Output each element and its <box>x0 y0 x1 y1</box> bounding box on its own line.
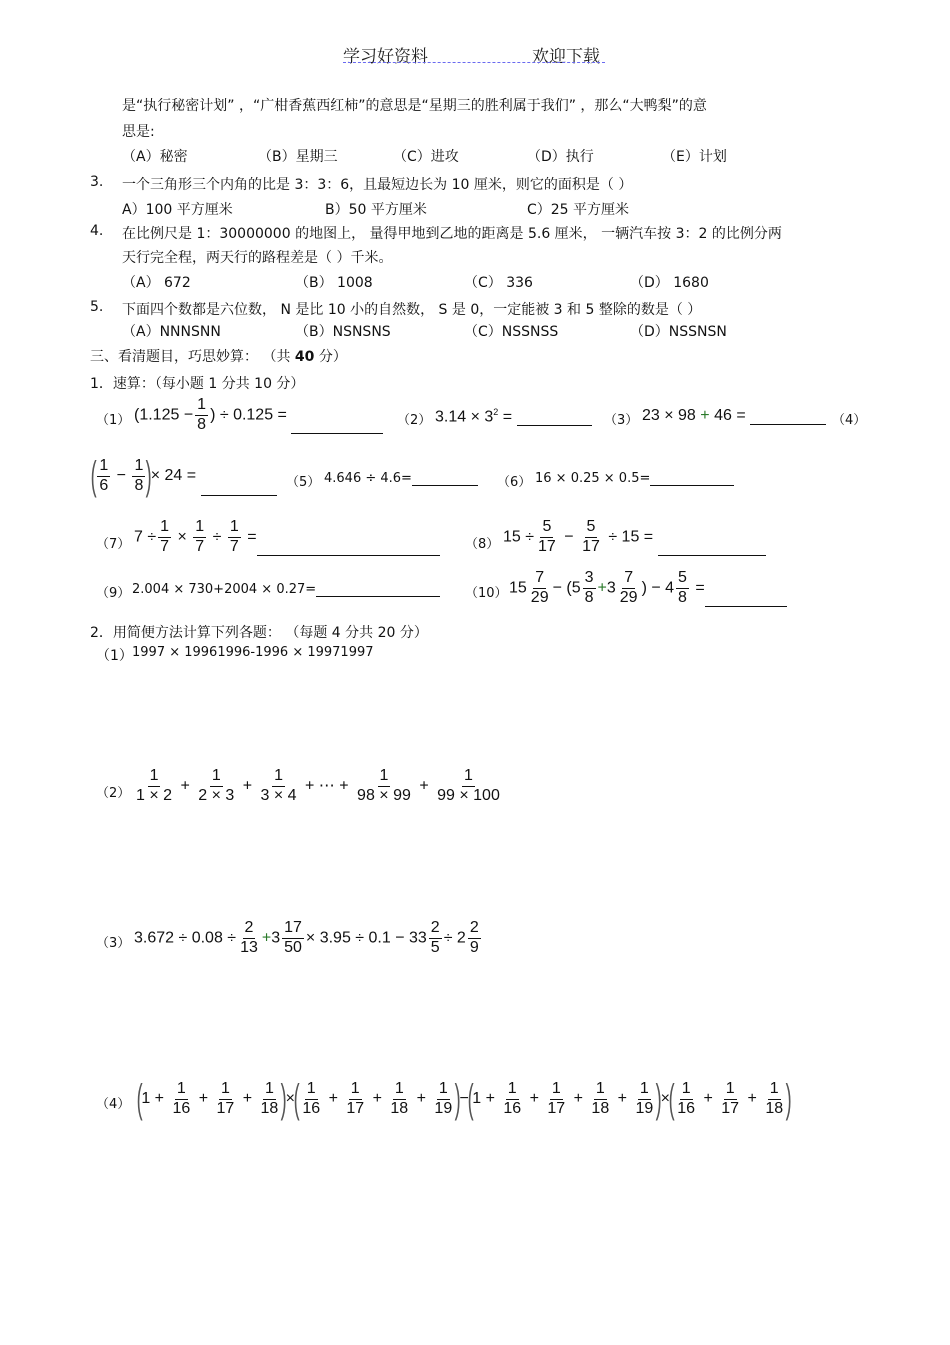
q3-number: 3. <box>90 174 104 190</box>
fraction: $\frac{1}{2 \times 3}$ <box>198 767 235 804</box>
fraction: $\frac{1}{17}$ <box>216 1079 235 1117</box>
q4-line2: 天行完全程，两天行的路程差是（ ）千米。 <box>122 250 393 266</box>
answer-blank[interactable] <box>750 410 826 425</box>
part2-title: 2．用简便方法计算下列各题： （每题 4 分共 20 分） <box>90 625 428 641</box>
problem-3-label: （3） <box>96 936 131 951</box>
problem-3-expression: 3.672 ÷ 0.08 ÷ $\frac{2}{13}$ +3 $\frac{17}{50}$ × 3.95 ÷ 0.1 − 33 $\frac{2}{5}$ ÷ 2 $\frac{2}{9}$ <box>134 919 479 956</box>
q4-option-b: （B） 1008 <box>295 275 373 291</box>
item-1-label: （1） <box>96 413 131 428</box>
fraction: $\frac{1}{7}$ <box>229 518 239 555</box>
item-9-expression: 2.004 × 730+2004 × 0.27= <box>132 582 440 597</box>
q2-option-a: （A）秘密 <box>122 149 188 165</box>
section3-points: 40 <box>294 349 315 365</box>
item-7-label: （7） <box>96 537 131 552</box>
answer-blank[interactable] <box>257 541 440 556</box>
q2-option-e: （E）计划 <box>662 149 727 165</box>
q3-text: 一个三角形三个内角的比是 3：3：6，且最短边长为 10 厘米，则它的面积是（ ） <box>122 177 633 193</box>
fraction: $\frac{1}{1 \times 2}$ <box>136 767 173 804</box>
answer-blank[interactable] <box>412 471 478 486</box>
item-4-label: （4） <box>832 413 867 428</box>
q5-text: 下面四个数都是六位数， N 是比 10 小的自然数， S 是 0，一定能被 3 和 5 整除的数是（ ） <box>122 302 702 318</box>
q3-option-c: C）25 平方厘米 <box>527 202 630 218</box>
fraction: $\frac{5}{17}$ <box>582 518 600 555</box>
fraction: $\frac{2}{5}$ <box>430 919 440 956</box>
answer-blank[interactable] <box>658 541 766 556</box>
fraction: $\frac{1}{16}$ <box>503 1079 522 1117</box>
fraction: $\frac{17}{50}$ <box>284 919 302 956</box>
item-6-expression: 16 × 0.25 × 0.5= <box>535 471 734 486</box>
fraction: $\frac{7}{29}$ <box>619 569 638 606</box>
q3-option-a: A）100 平方厘米 <box>122 202 233 218</box>
fraction: $\frac{1}{7}$ <box>160 518 170 555</box>
q5-number: 5. <box>90 299 104 315</box>
fraction: $\frac{1}{7}$ <box>195 518 205 555</box>
fraction: $\frac{1}{17}$ <box>346 1079 365 1117</box>
item-2-expression: $3.14 \times 3^2$ = <box>435 407 592 426</box>
answer-blank[interactable] <box>650 471 734 486</box>
fraction: $\frac{1}{98 \times 99}$ <box>357 767 411 804</box>
problem-2-expression: $\frac{1}{1 \times 2}$ + $\frac{1}{2 \times 3}$ + $\frac{1}{3 \times 4}$ + ⋯ + $\frac{1}{98 \times 99}$ + $\frac{1}{99 \times 100}$ <box>136 767 500 804</box>
fraction: $\frac{1}{16}$ <box>302 1079 321 1117</box>
fraction: $\frac{5}{8}$ <box>678 569 687 606</box>
item-8-label: （8） <box>465 537 500 552</box>
fraction: $\frac{1}{19}$ <box>635 1079 654 1117</box>
fraction: $\frac{1}{16}$ <box>172 1079 191 1117</box>
problem-1-expression: 1997 × 19961996-1996 × 19971997 <box>132 645 374 660</box>
fraction: $\frac{1}{18}$ <box>591 1079 610 1117</box>
fraction: $\frac{1}{18}$ <box>390 1079 409 1117</box>
header-rule <box>343 62 605 63</box>
q4-line1: 在比例尺是 1：30000000 的地图上， 量得甲地到乙地的距离是 5.6 厘米， 一辆汽车按 3：2 的比例分两 <box>122 226 782 242</box>
fraction: $\frac{1}{18}$ <box>260 1079 279 1117</box>
fraction: $\frac{3}{8}$ <box>584 569 594 606</box>
q4-number: 4. <box>90 223 104 239</box>
fraction: $\frac{1}{8}$ <box>134 456 144 494</box>
item-6-label: （6） <box>497 475 532 490</box>
q5-option-a: （A）NNNSNN <box>122 324 221 340</box>
fraction: $\frac{5}{17}$ <box>538 518 556 555</box>
fraction: $\frac{1}{8}$ <box>197 396 207 433</box>
section3-title: 三、看清题目，巧思妙算： （共 40 分） <box>90 349 347 365</box>
item-1-expression: (1.125 − $\frac{1}{8}$ ) ÷ 0.125 = <box>134 397 383 434</box>
fraction: $\frac{2}{9}$ <box>469 919 479 956</box>
fraction: $\frac{1}{18}$ <box>765 1079 784 1117</box>
answer-blank[interactable] <box>291 419 383 434</box>
fraction: $\frac{1}{6}$ <box>99 456 109 494</box>
q3-option-b: B）50 平方厘米 <box>325 202 427 218</box>
problem-4-label: （4） <box>96 1097 131 1112</box>
item-7-expression: 7 ÷ $\frac{1}{7}$ × $\frac{1}{7}$ ÷ $\frac{1}{7}$ = <box>134 519 440 556</box>
answer-blank[interactable] <box>316 582 440 597</box>
q2-line2: 思是: <box>122 124 155 140</box>
fraction: $\frac{1}{17}$ <box>721 1079 740 1117</box>
answer-blank[interactable] <box>201 481 277 496</box>
item-9-label: （9） <box>96 586 131 601</box>
item-3-expression: 23 × 98 + 46 = <box>642 407 826 425</box>
q5-option-d: （D）NSSNSN <box>630 324 727 340</box>
q2-line1: 是“执行秘密计划” ，“广柑香蕉西红柿”的意思是“星期三的胜利属于我们” ，那么“大鸭梨”的意 <box>122 98 707 114</box>
header-right: 欢迎下载 <box>532 47 600 67</box>
q2-option-b: （B）星期三 <box>258 149 338 165</box>
answer-blank[interactable] <box>517 411 592 426</box>
item-5-label: （5） <box>286 475 321 490</box>
item-4-expression: ( $\frac{1}{6}$ − $\frac{1}{8}$ )× 24 = <box>92 456 277 496</box>
problem-1-label: （1） <box>96 648 133 664</box>
q2-option-d: （D）执行 <box>527 149 594 165</box>
q4-option-a: （A） 672 <box>122 275 191 291</box>
problem-2-label: （2） <box>96 786 131 801</box>
part1-title: 1．速算：（每小题 1 分共 10 分） <box>90 376 305 392</box>
item-10-expression: 15 $\frac{7}{29}$ − (5 $\frac{3}{8}$ +3 $\frac{7}{29}$ ) − 4 $\frac{5}{8}$ = <box>509 570 787 607</box>
item-8-expression: 15 ÷ $\frac{5}{17}$ − $\frac{5}{17}$ ÷ 15 = <box>503 519 766 556</box>
fraction: $\frac{7}{29}$ <box>530 569 549 606</box>
q4-option-c: （C） 336 <box>464 275 533 291</box>
fraction: $\frac{1}{3 \times 4}$ <box>260 767 297 804</box>
fraction: $\frac{2}{13}$ <box>240 919 258 956</box>
item-2-label: （2） <box>397 413 432 428</box>
q5-option-c: （C）NSSNSS <box>464 324 559 340</box>
fraction: $\frac{1}{16}$ <box>677 1079 696 1117</box>
q5-option-b: （B）NSNSNS <box>295 324 391 340</box>
item-10-label: （10） <box>465 586 508 601</box>
item-3-label: （3） <box>604 413 639 428</box>
fraction: $\frac{1}{19}$ <box>434 1079 453 1117</box>
answer-blank[interactable] <box>705 592 787 607</box>
problem-4-expression: (1 + $\frac{1}{16}$ + $\frac{1}{17}$ + $\frac{1}{18}$ )×( $\frac{1}{16}$ + $\frac{1}{17}$ + $\frac{1}{18}$ + $\frac{1}{19}$ )−(1 + $\frac{1}{16}$ + $\frac{1}{17}$ + $\frac{1}{18}$ + $\frac{1}{19}$ )×( $\frac{1}{16}$ + $\frac{1}{17}$ + $\frac{1}{18}$ ) <box>136 1077 792 1121</box>
item-5-expression: 4.646 ÷ 4.6= <box>324 471 478 486</box>
header-left: 学习好资料 <box>343 47 428 67</box>
q4-option-d: （D） 1680 <box>630 275 709 291</box>
q2-option-c: （C）进攻 <box>393 149 459 165</box>
fraction: $\frac{1}{99 \times 100}$ <box>437 767 500 804</box>
fraction: $\frac{1}{17}$ <box>547 1079 566 1117</box>
